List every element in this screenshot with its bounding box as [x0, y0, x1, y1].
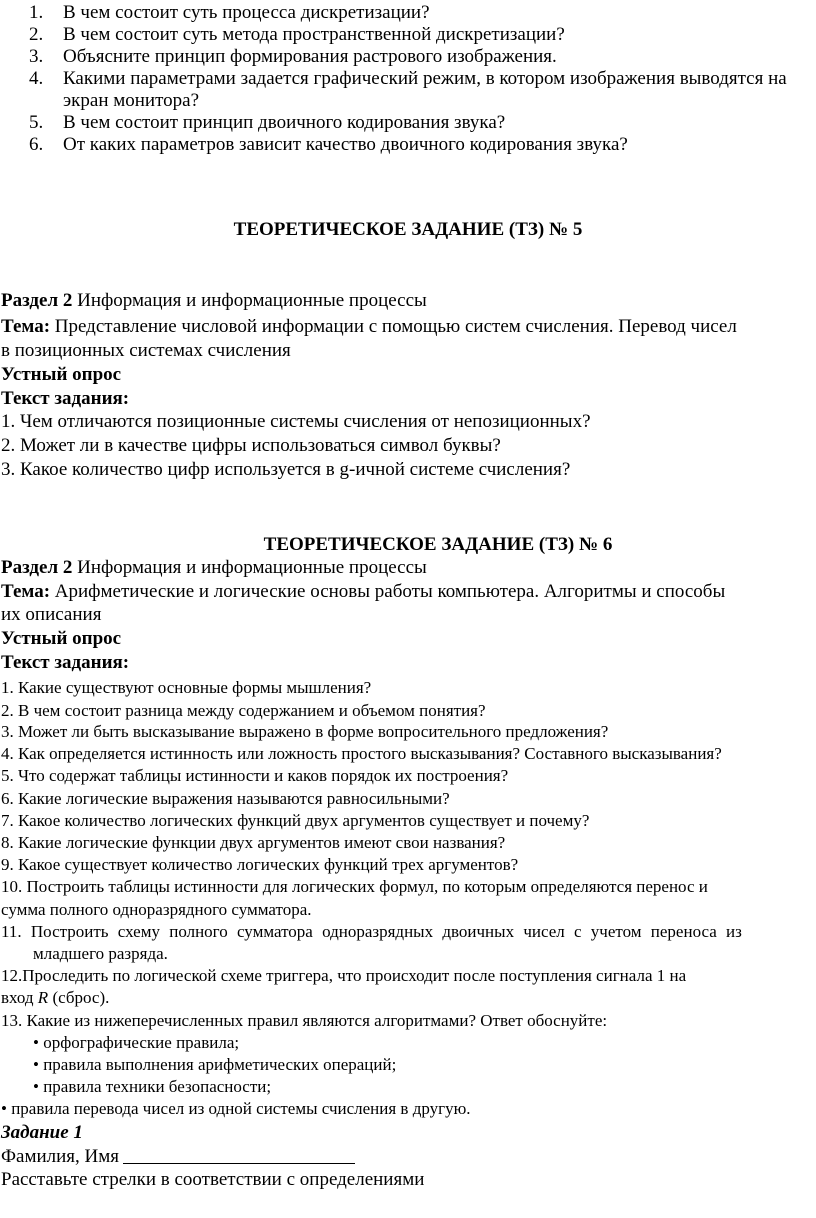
- list-item: 4. Какими параметрами задается графический режим, в котором изображения выводятся на экран монитора?: [29, 68, 787, 111]
- tz6-item: вход R (сброс).: [1, 988, 110, 1007]
- tz6-item: 3. Может ли быть высказывание выражено в форме вопросительного предложения?: [1, 722, 609, 741]
- tz5-topic-cont: в позиционных системах счисления: [1, 340, 291, 361]
- tz6-section: Раздел 2 Информация и информационные процессы: [1, 557, 427, 578]
- task1-name-row: Фамилия, Имя: [1, 1146, 355, 1168]
- name-blank-line: [123, 1146, 355, 1164]
- tz5-topic: Тема: Представление числовой информации с помощью систем счисления. Перевод чисел: [1, 316, 737, 337]
- tz5-item: 2. Может ли в качестве цифры использоваться символ буквы?: [1, 435, 501, 456]
- list-item: 5. В чем состоит принцип двоичного кодирования звука?: [29, 112, 506, 133]
- tz6-task-label: Текст задания:: [1, 652, 130, 673]
- tz6-item: 12.Проследить по логической схеме триггера, что происходит после поступления сигнала 1 на: [1, 966, 687, 985]
- list-item: 1. В чем состоит суть процесса дискретизации?: [29, 2, 430, 23]
- tz6-item: сумма полного одноразрядного сумматора.: [1, 900, 312, 919]
- tz5-heading: ТЕОРЕТИЧЕСКОЕ ЗАДАНИЕ (ТЗ) № 5: [233, 219, 583, 240]
- tz5-item: 3. Какое количество цифр используется в g-ичной системе счисления?: [1, 459, 571, 480]
- tz6-bullet: • орфографические правила;: [33, 1033, 240, 1052]
- tz6-bullet: • правила выполнения арифметических операций;: [33, 1055, 397, 1074]
- list-item: 6. От каких параметров зависит качество двоичного кодирования звука?: [29, 134, 628, 155]
- tz6-bullet: • правила техники безопасности;: [33, 1077, 272, 1096]
- tz5-item: 1. Чем отличаются позиционные системы счисления от непозиционных?: [1, 411, 591, 432]
- tz6-item: 4. Как определяется истинность или ложность простого высказывания? Составного высказывания?: [1, 744, 722, 763]
- tz6-heading: ТЕОРЕТИЧЕСКОЕ ЗАДАНИЕ (ТЗ) № 6: [263, 534, 613, 555]
- tz6-item: 10. Построить таблицы истинности для логических формул, по которым определяются перенос и: [1, 877, 708, 896]
- tz6-topic-cont: их описания: [1, 604, 102, 625]
- tz6-item: 7. Какое количество логических функций двух аргументов существует и почему?: [1, 811, 590, 830]
- task1-instruction: Расставьте стрелки в соответствии с определениями: [1, 1169, 425, 1190]
- tz5-oral-label: Устный опрос: [1, 364, 122, 385]
- questions-list-top: [0, 2, 816, 156]
- tz6-item: 11. Построить схему полного сумматора одноразрядных двоичных чисел с учетом переноса из: [1, 922, 742, 941]
- tz5-section: Раздел 2 Информация и информационные процессы: [1, 290, 427, 311]
- tz6-item: 9. Какое существует количество логических функций трех аргументов?: [1, 855, 519, 874]
- task1-title: Задание 1: [1, 1122, 83, 1143]
- tz6-topic: Тема: Арифметические и логические основы работы компьютера. Алгоритмы и способы: [1, 581, 726, 602]
- tz6-item: младшего разряда.: [33, 944, 168, 963]
- tz6-item: 2. В чем состоит разница между содержанием и объемом понятия?: [1, 701, 486, 720]
- list-item: 2. В чем состоит суть метода пространственной дискретизации?: [29, 24, 565, 45]
- tz6-oral-label: Устный опрос: [1, 628, 122, 649]
- tz6-item: 6. Какие логические выражения называются равносильными?: [1, 789, 450, 808]
- tz6-item: 1. Какие существуют основные формы мышления?: [1, 678, 372, 697]
- tz6-bullet: • правила перевода чисел из одной системы счисления в другую.: [1, 1099, 471, 1118]
- tz5-task-label: Текст задания:: [1, 388, 130, 409]
- tz6-item: 13. Какие из нижеперечисленных правил являются алгоритмами? Ответ обоснуйте:: [1, 1011, 608, 1030]
- tz6-item: 8. Какие логические функции двух аргументов имеют свои названия?: [1, 833, 506, 852]
- list-item: 3. Объясните принцип формирования растрового изображения.: [29, 46, 557, 67]
- tz6-item: 5. Что содержат таблицы истинности и каков порядок их построения?: [1, 766, 509, 785]
